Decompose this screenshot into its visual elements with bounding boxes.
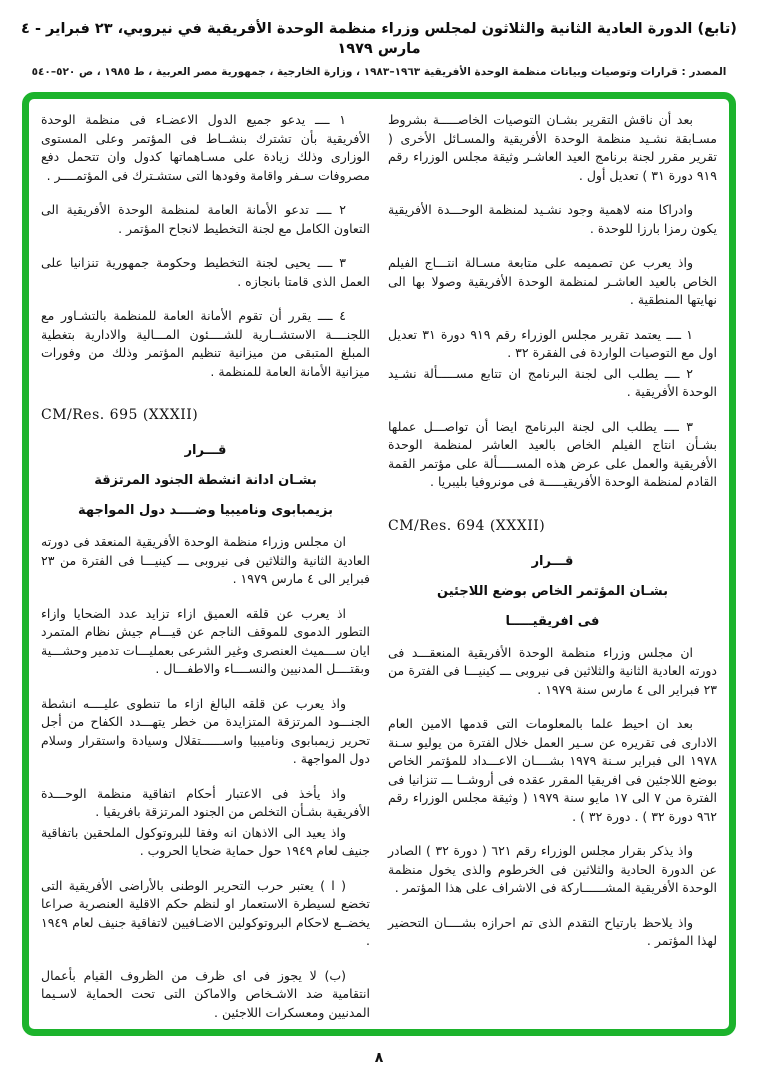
resolution-heading: قـــرار (531, 553, 574, 569)
resolution-number: CM/Res. 695 (XXXII) (41, 407, 199, 423)
paragraph: ٣ ــــ يطلب الى لجنة البرنامج ايضا أن تواصـــل عملها بشـأن انتاج الفيلم الخاص بالعيد العاشر لمنظمة الوحدة الأفريقية والعمل على عرض هذه المســـــألة على مؤتمر القمة القادم لمنظمة الوحدة الأفريقيـــــة فى مونروفيا بليبريا . (388, 418, 717, 489)
page-number: ٨ (374, 1050, 384, 1066)
paragraph: ٢ ــــ تدعو الأمانة العامة لمنظمة الوحدة الأفريقية الى التعاون الكامل مع لجنة التخطيط لانجاح المؤتمر . (41, 202, 370, 236)
text-column-left (41, 111, 370, 1029)
paragraph: ١ ــــ يدعو جميع الدول الاعضـاء فى منظمة الوحدة الأفريقية بأن تشترك بنشــاط فى المؤتمر وعلى المستوى الوزارى وذلك زيادة على مسـاهماتها كدول وان تتحمل دفع مصروفات سـفر واقامة وفودها التى ستشـترك فى المؤتمــــر . (41, 112, 370, 183)
green-border-content-box (22, 92, 736, 1036)
resolution-heading: بشـان المؤتمر الخاص بوضع اللاجئين (437, 583, 668, 599)
paragraph: ٤ ــــ يقرر أن تقوم الأمانة العامة للمنظمة بالتشـاور مع اللجنــــة الاستشــارية للشــــئون المـــالية والادارية بتغطية المبلغ المتبقى من ميزانية تنظيم المؤتمر وذلك من وفورات ميزانية الأمانة العامة للمنظمة . (41, 308, 370, 379)
paragraph: واذ يعرب عن تصميمه على متابعة مسـالة انتـــاج الفيلم الخاص بالعيد العاشـر لمنظمة الوحدة الأفريقية وصولا بها الى نهايتها المنطقية . (388, 255, 717, 307)
paragraph: ١ ــــ يعتمد تقرير مجلس الوزراء رقم ٩١٩ دورة ٣١ تعديل اول مع التوصيات الواردة فى الفقرة ٣٢ . (388, 326, 717, 360)
header-title: (تابع) الدورة العادية الثانية والثلاثون لمجلس وزراء منظمة الوحدة الأفريقية في نيروبي، ٢٣ فبراير - ٤ مارس ١٩٧٩ (21, 21, 737, 57)
resolution-heading: بشـان ادانة انشطة الجنود المرتزقة (94, 473, 317, 488)
paragraph: واذ يعرب عن قلقه البالغ ازاء ما تنطوى عليــــه انشطة الجنـــود المرتزقة المتزايدة من خطر يتهـــدد الكفاح من أجل تحرير زيمبابوى وناميبيا واســــــتقلال وسيادة واستقرار وسلام دول المواجهة . (41, 695, 370, 766)
resolution-number: CM/Res. 694 (XXXII) (388, 517, 546, 534)
resolution-heading: فى افريقيـــــا (505, 613, 600, 629)
paragraph: واذ يلاحظ بارتياح التقدم الذى تم احرازه بشــــان التحضير لهذا المؤتمر . (388, 914, 717, 948)
header-source-line: المصدر : قرارات وتوصيات وبيانات منظمة الوحدة الأفريقية ١٩٦٣–١٩٨٣ ، وزارة الخارجية ، جمهورية مصر العربية ، ط ١٩٨٥ ، ص ٥٢٠–٥٤٠ (31, 66, 727, 79)
page-header (10, 20, 748, 78)
paragraph: اذ يعرب عن قلقه العميق ازاء تزايد عدد الضحايا وازاء التطور الدموى للموقف الناجم عن قيـــام جيش نظام المتمرد ايان ســـميث العنصرى وغير الشرعى بعمليـــات تدمير وحشـــية وبقتــــل المدنيين والنســــاء والاطفـــال . (41, 605, 370, 676)
paragraph: ان مجلس وزراء منظمة الوحدة الأفريقية المنعقد فى دورته العادية الثانية والثلاثين فى نيروبى ـــ كينيـــا فى الفترة من ٢٣ فبراير الى ٤ مارس ١٩٧٩ . (41, 534, 370, 586)
resolution-heading: بزيمبابوى وناميبيا وضــــد دول المواجهة (78, 503, 333, 518)
resolution-heading: قـــرار (184, 443, 227, 458)
paragraph: ( ا ) يعتبر حرب التحرير الوطنى بالأراضى الأفريقية التى تخضع لسيطرة الاستعمار او لنظم حكم الاقلية العنصرية صراعا يخضــع لاحكام البروتوكولين الاضـافيين لاتفاقية جنيف لعام ١٩٤٩ . (41, 877, 370, 948)
paragraph: بعد ان احيط علما بالمعلومات التى قدمها الامين العام الادارى فى تقريره عن سـير العمل خلال الفترة من يوليو سـنة ١٩٧٨ الى فبراير سـنة ١٩٧٩ بشــــان الاعـــداد للمؤتمر الخاص بوضع اللاجئين فى افريقيا المقرر عقده فى أروشــا ـــ تنزانيا فى الفترة من ٧ الى ١٧ مايو سنة ١٩٧٩ ( وثيقة مجلس الوزراء رقم ٩٦٢ دورة ٣٢ ) . دورة ٣٢ ) . (388, 716, 718, 824)
paragraph: ٢ ــــ يطلب الى لجنة البرنامج ان تتابع مســـــألة نشـيد الوحدة الأفريقية . (388, 365, 717, 399)
paragraph: ان مجلس وزراء منظمة الوحدة الأفريقية المنعقـــد فى دورته العادية الثانية والثلاثين فى نيروبى ـــ كينيـــا فى الفترة من ٢٣ فبراير الى ٤ مارس سنة ١٩٧٩ . (388, 644, 717, 697)
paragraph: ٣ ــــ يحيى لجنة التخطيط وحكومة جمهورية تنزانيا على العمل الذى قامتا بانجازه . (41, 255, 370, 289)
paragraph: واذ يعيد الى الاذهان انه وفقا للبروتوكول الملحقين باتفاقية جنيف لعام ١٩٤٩ حول حماية ضحايا الحروب . (41, 824, 370, 858)
paragraph: وادراكا منه لاهمية وجود نشـيد لمنظمة الوحـــدة الأفريقية يكون رمزا بارزا للوحدة . (388, 202, 717, 236)
paragraph: بعد أن ناقش التقرير بشـان التوصيات الخاصـــــة بشروط مسـابقة نشـيد منظمة الوحدة الأفريقية والمسـائل الأخرى ( تقرير مقرر لجنة برنامج العيد العاشـر وثيقة مجلس الوزراء رقم ٩١٩ دورة ٣١ ) تعديل أول . (388, 112, 717, 183)
paragraph: واذ يذكر بقرار مجلس الوزراء رقم ٦٢١ ( دورة ٣٢ ) الصادر عن الدورة الحادية والثلاثين فى الخرطوم والذى يخول منظمة الوحدة الأفريقية المشــــــاركة فى الاشراف على هذا المؤتمر . (388, 843, 717, 895)
paragraph: (ب) لا يجوز فى اى ظرف من الظروف القيام بأعمال انتقامية ضد الاشـخاص والاماكن التى تحت الحماية لاسـيما المدنيين ومعسكرات اللاجئين . (41, 967, 370, 1020)
text-column-right (388, 111, 717, 1029)
paragraph: واذ يأخذ فى الاعتبار أحكام اتفاقية منظمة الوحـــدة الأفريقية بشـأن التخلص من الجنود المرتزقة بافريقيا . (41, 785, 370, 819)
